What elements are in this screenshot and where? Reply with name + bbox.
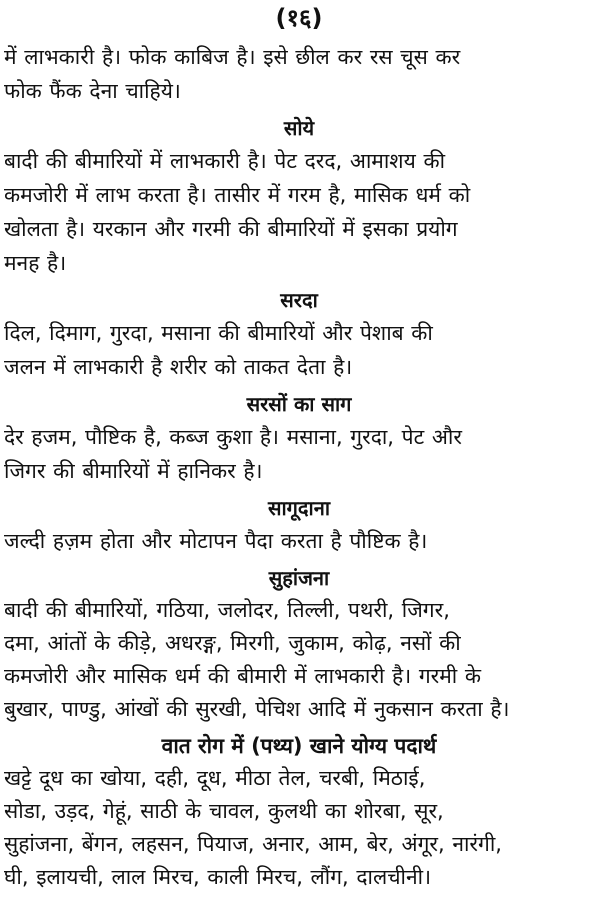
paragraph-line: जिगर की बीमारियों में हानिकर है। bbox=[4, 459, 263, 483]
paragraph-line: कमजोरी और मासिक धर्म की बीमारी में लाभकारी है। गरमी के bbox=[4, 664, 482, 688]
paragraph-line: बादी की बीमारियों, गठिया, जलोदर, तिल्ली, पथरी, जिगर, bbox=[4, 598, 450, 622]
paragraph-line: खट्टे दूध का खोया, दही, दूध, मीठा तेल, चरबी, मिठाई, bbox=[4, 766, 426, 790]
section-heading: सागूदाना bbox=[267, 496, 331, 520]
section-vaat-rog-pathya bbox=[4, 732, 594, 894]
paragraph-line: देर हजम, पौष्टिक है, कब्ज कुशा है। मसाना, गुरदा, पेट और bbox=[4, 425, 462, 449]
paragraph-line: मनह है। bbox=[4, 251, 67, 275]
section-sagudana bbox=[4, 494, 594, 558]
paragraph-line: फोक फैंक देना चाहिये। bbox=[4, 79, 181, 103]
paragraph-line: बुखार, पाण्डु, आंखों की सुरखी, पेचिश आदि में नुकसान करता है। bbox=[4, 697, 510, 721]
paragraph-line: जलन में लाभकारी है शरीर को ताकत देता है। bbox=[4, 355, 353, 379]
paragraph-line: सोडा, उड़द, गेहूं, साठी के चावल, कुलथी का शोरबा, सूर, bbox=[4, 799, 444, 823]
paragraph-line: दमा, आंतों के कीड़े, अधरङ्ग, मिरगी, जुकाम, कोढ़, नसों की bbox=[4, 631, 461, 655]
paragraph-line: दिल, दिमाग, गुरदा, मसाना की बीमारियों और पेशाब की bbox=[4, 321, 433, 345]
section-heading: सरसों का साग bbox=[246, 392, 352, 416]
section-heading: सुहांजना bbox=[268, 566, 330, 590]
section-sarda bbox=[4, 286, 594, 384]
paragraph-line: कमजोरी में लाभ करता है। तासीर में गरम है, मासिक धर्म को bbox=[4, 183, 471, 207]
page-number: (१६) bbox=[275, 4, 323, 32]
section-suhanjana bbox=[4, 564, 594, 726]
section-soye bbox=[4, 114, 594, 280]
paragraph-line: घी, इलायची, लाल मिरच, काली मिरच, लौंग, दालचीनी। bbox=[4, 865, 432, 889]
section-heading: सरदा bbox=[280, 288, 318, 312]
section-heading: सोये bbox=[283, 116, 315, 140]
paragraph-line: में लाभकारी है। फोक काबिज है। इसे छील कर रस चूस कर bbox=[4, 45, 461, 69]
paragraph-line: बादी की बीमारियों में लाभकारी है। पेट दरद, आमाशय की bbox=[4, 149, 446, 173]
paragraph-line: खोलता है। यरकान और गरमी की बीमारियों में इसका प्रयोग bbox=[4, 217, 458, 241]
section-heading: वात रोग में (पथ्य) खाने योग्य पदार्थ bbox=[161, 734, 437, 758]
section-sarson-ka-saag bbox=[4, 390, 594, 488]
section-intro bbox=[4, 40, 594, 108]
paragraph-line: सुहांजना, बेंगन, लहसन, पियाज, अनार, आम, बेर, अंगूर, नारंगी, bbox=[4, 832, 502, 856]
paragraph-line: जल्दी हज़म होता और मोटापन पैदा करता है पौष्टिक है। bbox=[4, 529, 428, 553]
